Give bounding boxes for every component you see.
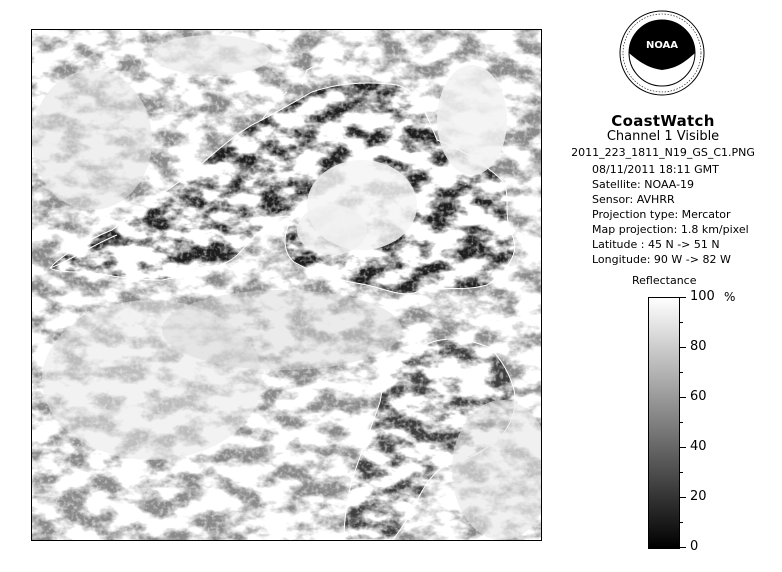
colorbar-tick-label: 60 (690, 389, 707, 404)
satellite-map[interactable] (31, 29, 542, 541)
channel-label: Channel 1 Visible (606, 129, 720, 144)
colorbar-tick-label: 100 (690, 289, 715, 304)
longitude-label: Longitude: 90 W -> 82 W (592, 253, 731, 266)
colorbar-minor-tick (680, 372, 683, 373)
colorbar-minor-tick (680, 322, 683, 323)
colorbar-tick-label: 0 (690, 539, 699, 554)
colorbar-minor-tick (680, 522, 683, 523)
colorbar-tick-label: 40 (690, 439, 707, 454)
colorbar-tick (680, 497, 686, 498)
colorbar-tick (680, 397, 686, 398)
satellite-label: Satellite: NOAA-19 (592, 178, 695, 191)
page-title: CoastWatch (611, 112, 715, 130)
legend-title: Reflectance (632, 274, 697, 287)
resolution-label: Map projection: 1.8 km/pixel (592, 223, 749, 236)
colorbar-ticks (680, 289, 740, 557)
colorbar-tick (680, 447, 686, 448)
projection-label: Projection type: Mercator (592, 208, 731, 221)
colorbar-tick (680, 347, 686, 348)
colorbar-tick-label: 80 (690, 339, 707, 354)
colorbar-tick (680, 547, 686, 548)
sensor-label: Sensor: AVHRR (592, 193, 675, 206)
unit-label: % (724, 290, 736, 304)
colorbar (648, 297, 680, 549)
latitude-label: Latitude : 45 N -> 51 N (592, 238, 720, 251)
datetime-label: 08/11/2011 18:11 GMT (592, 163, 719, 176)
filename-label: 2011_223_1811_N19_GS_C1.PNG (571, 146, 755, 159)
noaa-logo (619, 10, 705, 96)
colorbar-minor-tick (680, 422, 683, 423)
colorbar-tick (680, 297, 686, 298)
colorbar-minor-tick (680, 472, 683, 473)
colorbar-tick-label: 20 (690, 489, 707, 504)
logo-text: NOAA (645, 40, 679, 51)
